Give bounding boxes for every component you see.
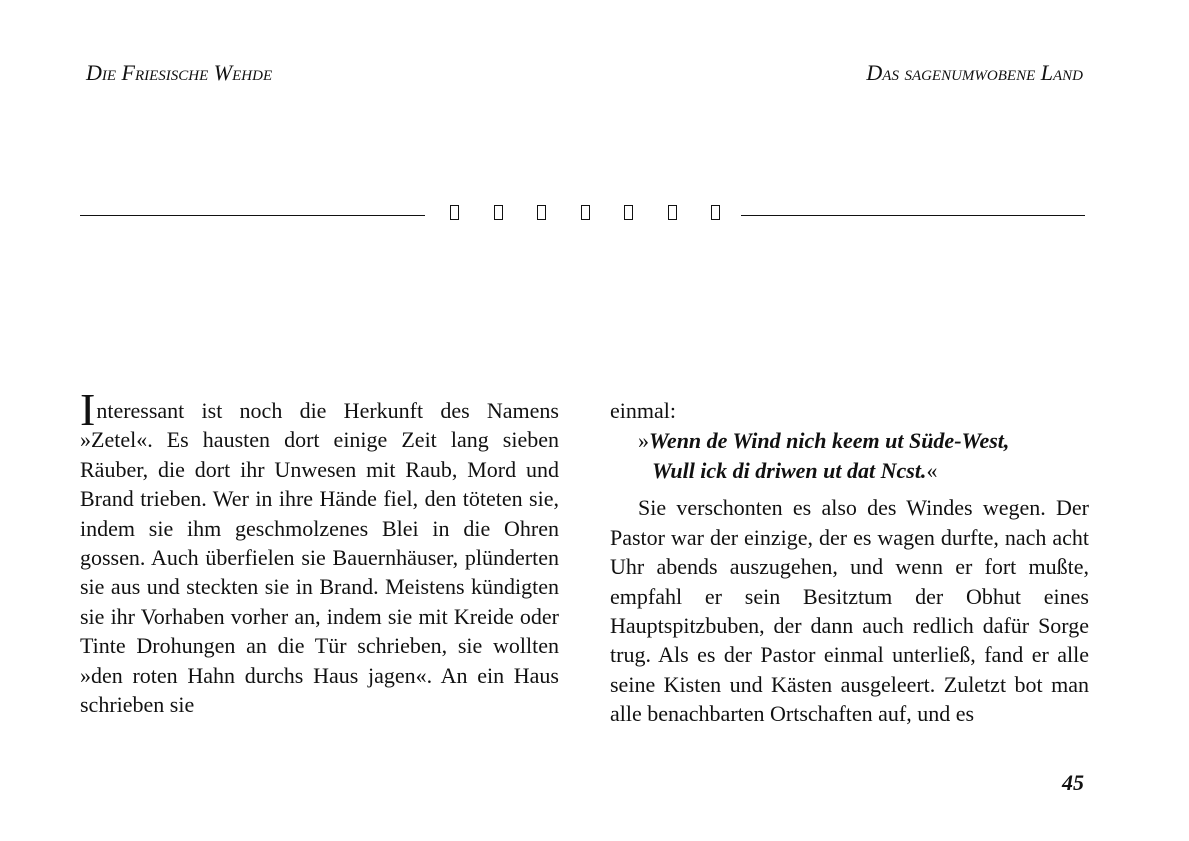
text-column-left [80,384,559,719]
ornament-box-icon [450,205,459,220]
ornament-box-icon [711,205,720,220]
ornament-box-icon [668,205,677,220]
verse-quote [638,426,1089,486]
page-number: 45 [1062,770,1084,795]
body-paragraph: Sie verschonten es also des Windes wegen. Der Pastor war der einzige, der es wagen durfte, nach acht Uhr abends auszugehen, und wenn er fort mußte, empfahl er sein Besitztum der Obhut eines Hauptspitzbuben, der dann auch redlich dafür Sorge trug. Als es der Pastor einmal unterließ, fand er alle seine Kisten und Kästen ausgeleert. Zuletzt bot man alle benachbarten Ortschaften auf, und es [610,495,1089,727]
ornament-box-icon [537,205,546,220]
ornament-box-icon [581,205,590,220]
verse-close-quote: « [926,458,938,484]
ornament-box-icon [494,205,503,220]
divider-rule-right [741,215,1085,216]
verse-open-quote: » [638,428,649,454]
ornament-box-icon [624,205,633,220]
verse-line-1: Wenn de Wind nich keem ut Süde-West, [649,428,1010,454]
divider-rule-left [80,215,425,216]
text-column-right [610,396,1089,729]
opening-paragraph-text: nteressant ist noch die Herkunft des Namens »Zetel«. Es hausten dort einige Zeit lang sieben Räuber, die dort ihr Unwesen mit Raub, Mord und Brand trieben. Wer in ihre Hände fiel, den töteten sie, indem sie ihm geschmolzenes Blei in die Ohren gossen. Auch überfielen sie Bauernhäuser, plünderten sie aus und steckten sie in Brand. Meistens kündigten sie ihr Vorhaben vorher an, indem sie mit Kreide oder Tinte Drohungen an die Tür schrieben, sie wollten »den roten Hahn durchs Haus jagen«. An ein Haus schrieben sie [80,398,559,718]
verse-line-2: Wull ick di driwen ut dat Ncst. [652,458,927,484]
drop-cap: I [80,384,96,435]
opening-paragraph [80,384,559,719]
continuation-text: einmal: [610,398,676,423]
ornament-glyphs [450,205,720,220]
running-head-right: Das sagenumwobene Land [866,60,1083,85]
running-head-left: Die Friesische Wehde [86,60,273,85]
ornament-divider [80,203,1085,231]
